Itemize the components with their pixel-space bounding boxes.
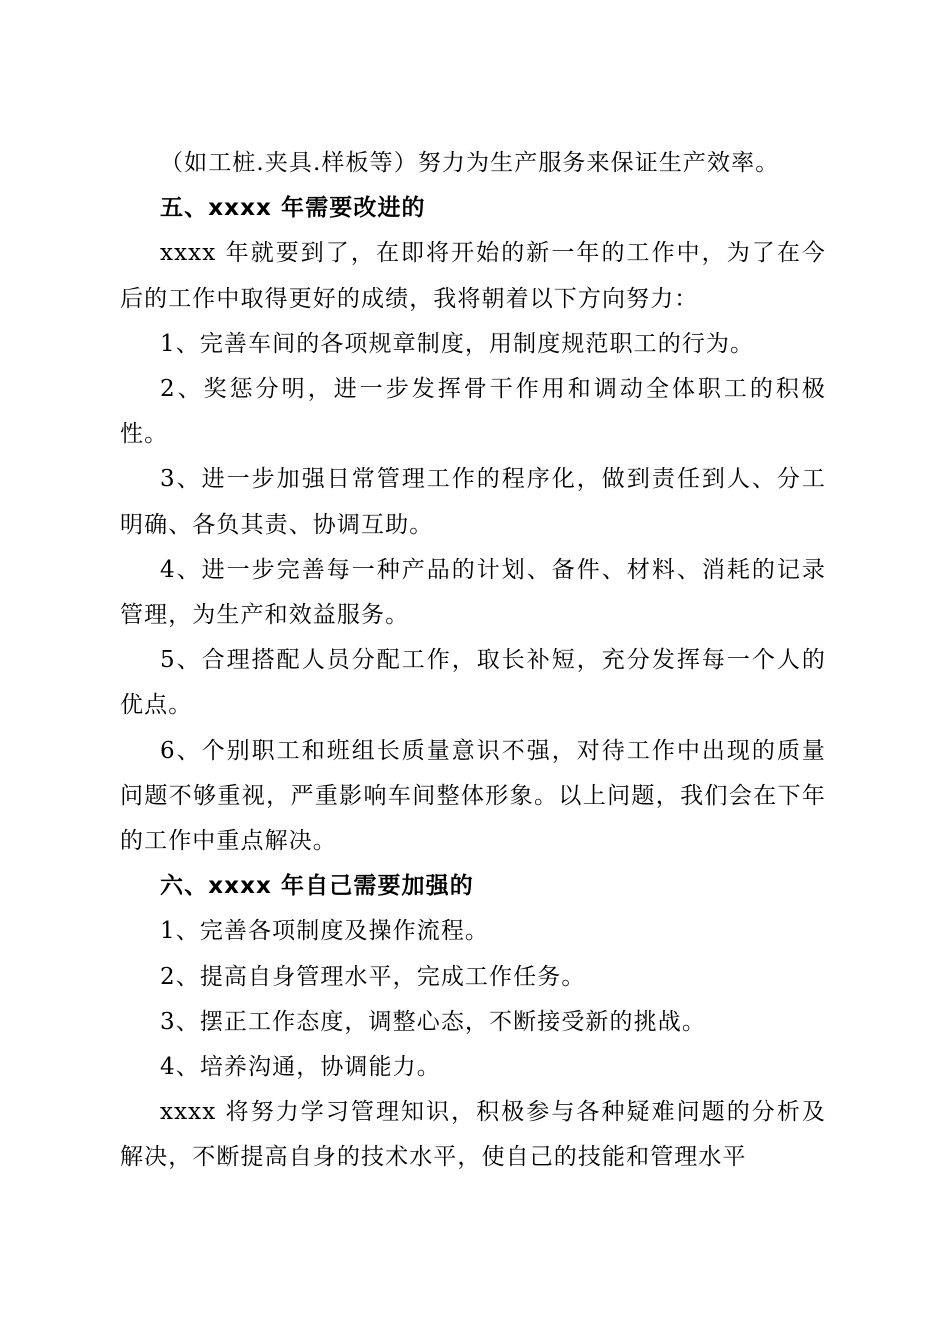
section-heading-five: 五、xxxx 年需要改进的 xyxy=(160,195,426,222)
list-item-self-2: 2、提高自身管理水平，完成工作任务。 xyxy=(160,963,586,990)
list-item-self-3: 3、摆正工作态度，调整心态，不断接受新的挑战。 xyxy=(160,1008,706,1035)
list-item-improve-2: 2、奖惩分明，进一步发挥骨干作用和调动全体职工的积极性。 xyxy=(120,376,826,448)
section-heading-six: 六、xxxx 年自己需要加强的 xyxy=(160,873,474,900)
list-item-self-4: 4、培养沟通，协调能力。 xyxy=(160,1054,441,1081)
list-item-improve-5: 5、合理搭配人员分配工作，取长补短，充分发挥每一个人的优点。 xyxy=(120,647,826,719)
list-item-improve-4: 4、进一步完善每一种产品的计划、备件、材料、消耗的记录管理，为生产和效益服务。 xyxy=(120,556,826,629)
list-item-self-1: 1、完善各项制度及操作流程。 xyxy=(160,918,490,945)
list-item-improve-3: 3、进一步加强日常管理工作的程序化，做到责任到人、分工明确、各负其责、协调互助。 xyxy=(120,466,826,538)
list-item-improve-1: 1、完善车间的各项规章制度，用制度规范职工的行为。 xyxy=(160,330,755,357)
paragraph-closing: xxxx 将努力学习管理知识，积极参与各种疑难问题的分析及解决，不断提高自身的技术水平，使自己的技能和管理水平 xyxy=(120,1099,826,1171)
paragraph-intro: xxxx 年就要到了，在即将开始的新一年的工作中，为了在今后的工作中取得更好的成绩，我将朝着以下方向努力： xyxy=(120,240,826,312)
paragraph-continuation: （如工桩.夹具.样板等）努力为生产服务来保证生产效率。 xyxy=(160,150,780,176)
list-item-improve-6: 6、个别职工和班组长质量意识不强，对待工作中出现的质量问题不够重视，严重影响车间整体形象。以上问题，我们会在下年的工作中重点解决。 xyxy=(120,737,826,855)
document-body xyxy=(120,141,826,1181)
